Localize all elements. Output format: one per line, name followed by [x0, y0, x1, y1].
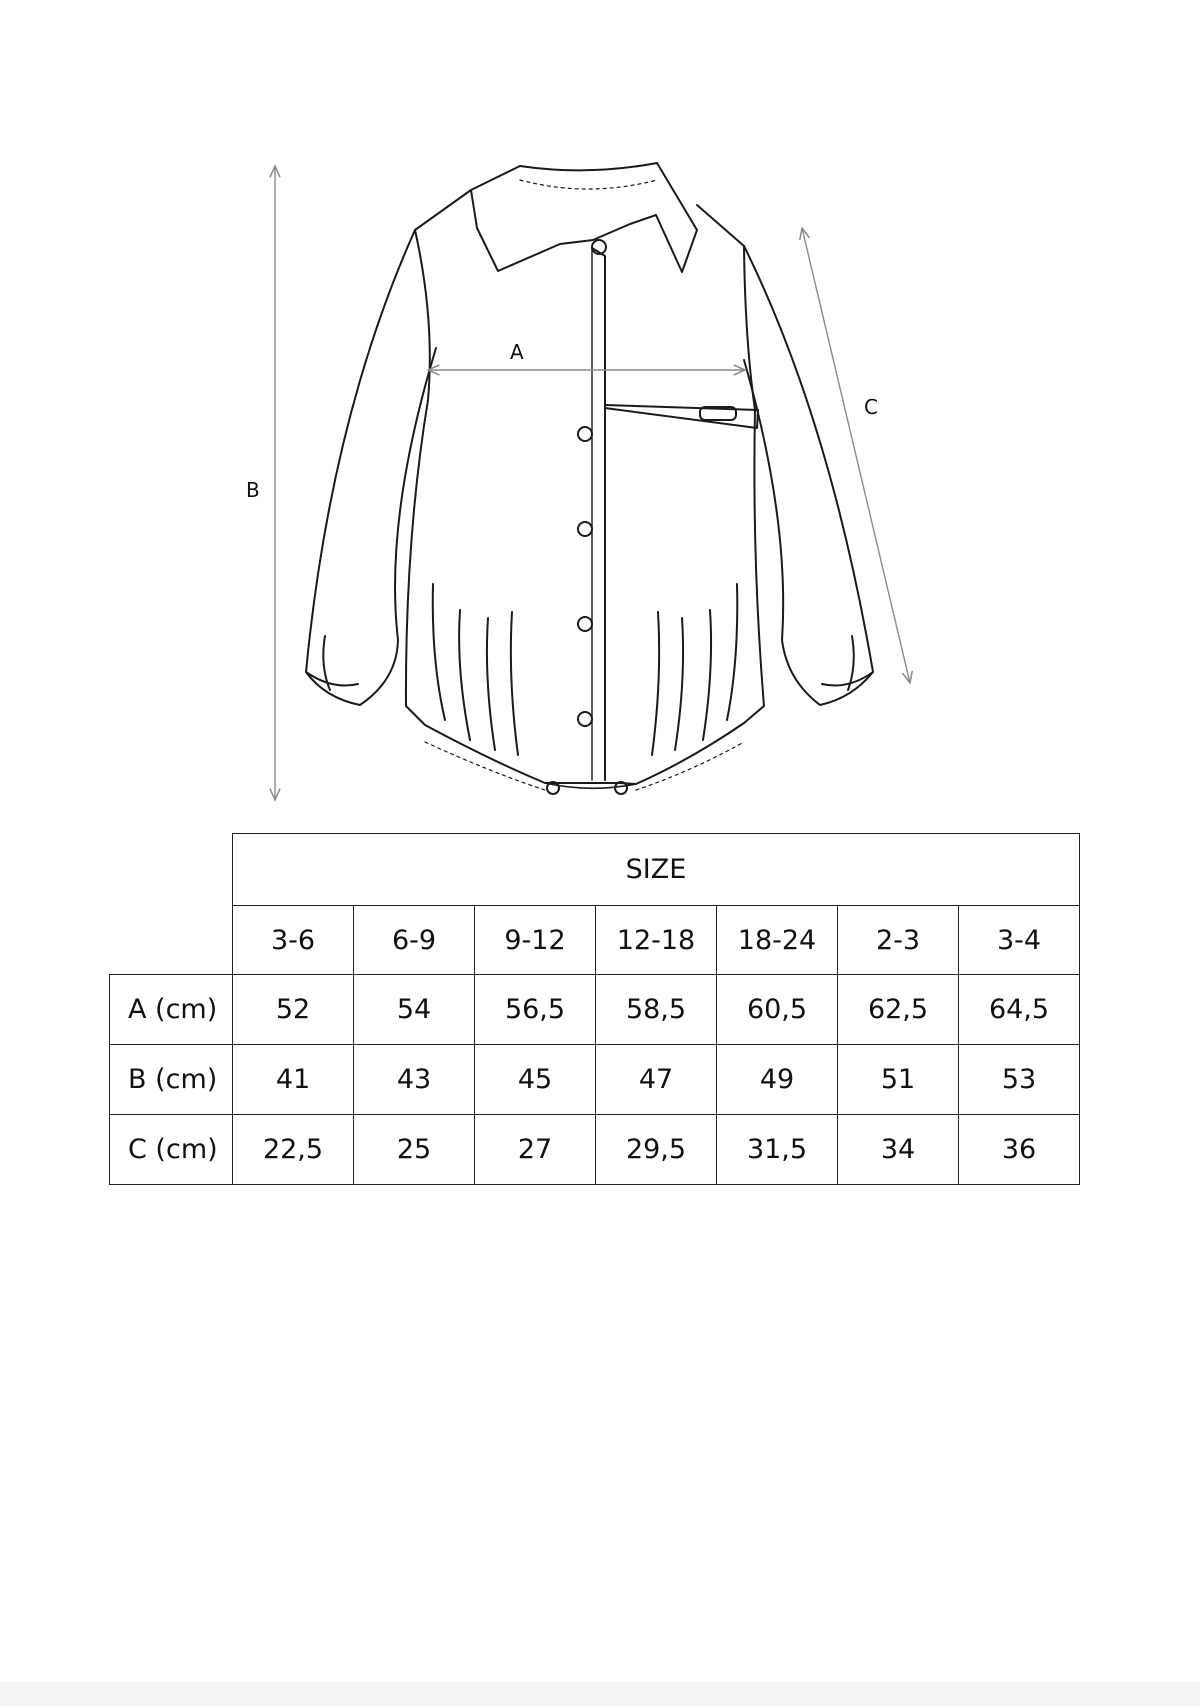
size-header: 2-3: [838, 906, 959, 975]
size-header: 9-12: [475, 906, 596, 975]
table-cell: 27: [475, 1115, 596, 1185]
table-cell: 58,5: [596, 975, 717, 1045]
button: [578, 427, 592, 441]
size-header: 3-6: [233, 906, 354, 975]
table-cell: 47: [596, 1045, 717, 1115]
label-a: A: [510, 340, 524, 364]
table-cell: 25: [354, 1115, 475, 1185]
size-header: 18-24: [717, 906, 838, 975]
empty-corner: [110, 834, 233, 906]
button: [578, 522, 592, 536]
table-cell: 54: [354, 975, 475, 1045]
table-cell: 64,5: [959, 975, 1080, 1045]
table-title: SIZE: [233, 834, 1080, 906]
table-cell: 29,5: [596, 1115, 717, 1185]
measure-c-line: [802, 228, 910, 683]
row-label: B (cm): [110, 1045, 233, 1115]
romper-illustration: [306, 163, 873, 794]
size-header: 6-9: [354, 906, 475, 975]
size-header-row: [110, 906, 1080, 975]
label-b: B: [246, 478, 260, 502]
label-c: C: [864, 395, 878, 419]
button: [578, 617, 592, 631]
left-sleeve: [306, 230, 436, 705]
body-right: [620, 205, 764, 784]
table-cell: 56,5: [475, 975, 596, 1045]
collar-band: [520, 163, 657, 170]
size-header: 12-18: [596, 906, 717, 975]
size-header: 3-4: [959, 906, 1080, 975]
table-cell: 52: [233, 975, 354, 1045]
placket: [592, 248, 605, 780]
table-cell: 49: [717, 1045, 838, 1115]
row-label: A (cm): [110, 975, 233, 1045]
table-cell: 36: [959, 1115, 1080, 1185]
page-footer-band: [0, 1682, 1200, 1706]
table-row: [110, 1115, 1080, 1185]
row-label: C (cm): [110, 1115, 233, 1185]
table-cell: 31,5: [717, 1115, 838, 1185]
table-cell: 60,5: [717, 975, 838, 1045]
table-cell: 43: [354, 1045, 475, 1115]
table-row: [110, 975, 1080, 1045]
right-sleeve: [744, 246, 873, 705]
table-cell: 45: [475, 1045, 596, 1115]
table-cell: 22,5: [233, 1115, 354, 1185]
table-cell: 62,5: [838, 975, 959, 1045]
button: [578, 712, 592, 726]
collar: [471, 163, 697, 272]
size-table: [109, 833, 1080, 1185]
table-cell: 41: [233, 1045, 354, 1115]
table-cell: 34: [838, 1115, 959, 1185]
table-cell: 53: [959, 1045, 1080, 1115]
empty-corner: [110, 906, 233, 975]
garment-diagram: [0, 0, 1200, 820]
table-cell: 51: [838, 1045, 959, 1115]
table-row: [110, 1045, 1080, 1115]
